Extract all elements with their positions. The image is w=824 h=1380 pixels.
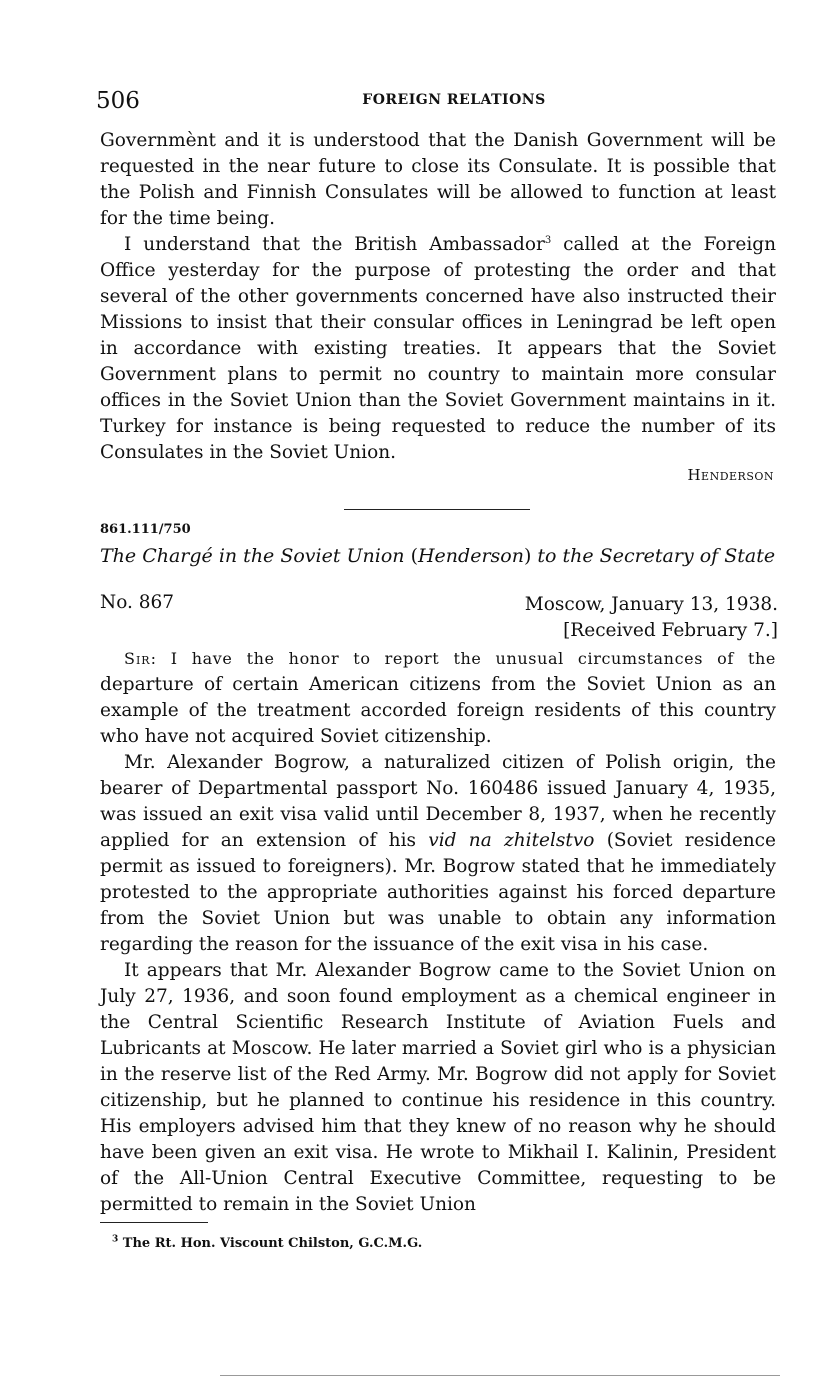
running-head: FOREIGN RELATIONS	[362, 92, 546, 108]
signature: Henderson	[687, 466, 774, 484]
page-edge-line	[220, 1375, 780, 1376]
paragraph-2-end: called at the Foreign Office yesterday for the purpose of protesting the order and that several of the other governments concerned have also instructed their Missions to insist that their consular offices in Leningrad be left open in accordance with existing treaties. It appears that the Soviet Government plans to permit no country to maintain more consular offices in the Soviet Union than the Soviet Government maintains in it. Turkey for instance is being requested to reduce the number of its Consulates in the Soviet Union.	[100, 234, 776, 463]
file-number: 861.111/750	[100, 522, 191, 537]
footnote-divider	[100, 1222, 208, 1223]
paragraph-2	[100, 232, 776, 466]
title-paren-close: )	[523, 545, 532, 567]
footnote-ref: 3	[544, 234, 552, 246]
section-divider	[344, 509, 530, 510]
paragraph-5: It appears that Mr. Alexander Bogrow came to the Soviet Union on July 27, 1936, and soon found employment as a chemical engineer in the Central Scientific Research Institute of Aviation Fuels and Lubricants at Moscow. He later married a Soviet girl who is a physician in the reserve list of the Red Army. Mr. Bogrow did not apply for Soviet citizenship, but he planned to continue his residence in this country. His employers advised him that they knew of no reason why he should have been given an exit visa. He wrote to Mikhail I. Kalinin, President of the All-Union Central Executive Committee, requesting to be permitted to remain in the Soviet Union	[100, 960, 776, 1215]
letter-body	[100, 646, 776, 1218]
title-name: Henderson	[417, 545, 524, 567]
dateline-block	[525, 592, 778, 644]
paragraph-4-end: (Soviet residence permit as issued to foreigners). Mr. Bogrow stated that he immediately protested to the appropriate authorities against his forced departure from the Soviet Union but was unable to obtain any information regarding the reason for the issuance of the exit visa in his case.	[100, 830, 776, 955]
dispatch-number: No. 867	[100, 592, 175, 613]
page-header	[96, 88, 776, 114]
paragraph-4	[100, 750, 776, 958]
paragraph-3-opening	[124, 649, 776, 668]
footnote-text: The Rt. Hon. Viscount Chilston, G.C.M.G.	[122, 1236, 423, 1251]
paragraph-4-start: Mr. Alexander Bogrow, a naturalized citizen of Polish origin, the bearer of Departmental passport No. 160486 issued January 4, 1935, was issued an exit visa valid until December 8, 1937, when he recently applied for an extension of his	[100, 752, 776, 851]
title-part-2: to the Secretary of State	[531, 545, 776, 567]
paragraph-4-italic: vid na zhitelstvo	[428, 830, 595, 851]
footnote	[112, 1236, 422, 1251]
continued-text	[100, 128, 776, 466]
page-number: 506	[96, 88, 140, 114]
received-date: [Received February 7.]	[563, 620, 778, 641]
paragraph-3-rest: departure of certain American citizens from the Soviet Union as an example of the treatment accorded foreign residents of this country who have not acquired Soviet citizenship.	[100, 674, 776, 747]
paragraph-3	[100, 646, 776, 750]
salutation: Sir	[124, 649, 151, 668]
paragraph-3-first-line: : I have the honor to report the unusual circumstances of the	[150, 649, 776, 668]
dateline: Moscow, January 13, 1938.	[524, 594, 778, 615]
footnote-mark: 3	[112, 1234, 119, 1245]
document-title	[100, 545, 780, 567]
title-part-1: The Chargé in the Soviet Union	[100, 545, 411, 567]
paragraph-2-start: I understand that the British Ambassador	[124, 234, 545, 255]
paragraph-1: Governmènt and it is understood that the Danish Government will be requested in the near future to close its Consulate. It is possible that the Polish and Finnish Consulates will be allowed to function at least for the time being.	[100, 130, 776, 229]
title-paren-open: (	[410, 545, 418, 567]
